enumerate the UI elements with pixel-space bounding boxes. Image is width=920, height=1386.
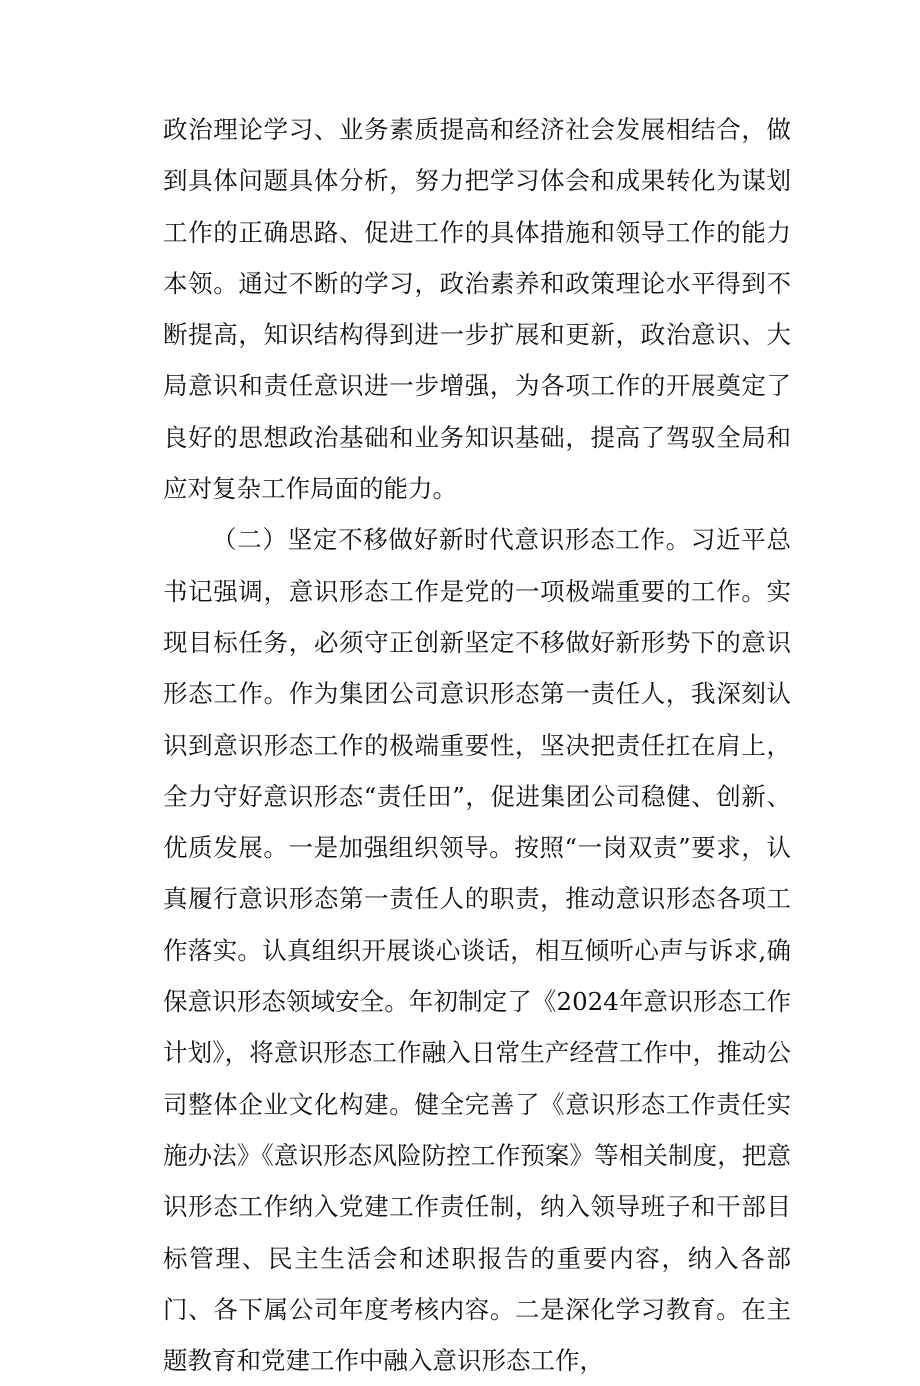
document-body (163, 104, 791, 1386)
paragraph-section-2: （二）坚定不移做好新时代意识形态工作。习近平总书记强调，意识形态工作是党的一项极端重要的工作。实现目标任务，必须守正创新坚定不移做好新形势下的意识形态工作。作为集团公司意识形态第一责任人，我深刻认识到意识形态工作的极端重要性，坚决把责任扛在肩上，全力守好意识形态“责任田”，促进集团公司稳健、创新、优质发展。一是加强组织领导。按照“一岗双责”要求，认真履行意识形态第一责任人的职责，推动意识形态各项工作落实。认真组织开展谈心谈话，相互倾听心声与诉求,确保意识形态领域安全。年初制定了《2024年意识形态工作计划》，将意识形态工作融入日常生产经营工作中，推动公司整体企业文化构建。健全完善了《意识形态工作责任实施办法》《意识形态风险防控工作预案》等相关制度，把意识形态工作纳入党建工作责任制，纳入领导班子和干部目标管理、民主生活会和述职报告的重要内容，纳入各部门、各下属公司年度考核内容。二是深化学习教育。在主题教育和党建工作中融入意识形态工作， (163, 525, 791, 1376)
paragraph-continuation: 政治理论学习、业务素质提高和经济社会发展相结合，做到具体问题具体分析，努力把学习体会和成果转化为谋划工作的正确思路、促进工作的具体措施和领导工作的能力本领。通过不断的学习，政治素养和政策理论水平得到不断提高，知识结构得到进一步扩展和更新，政治意识、大局意识和责任意识进一步增强，为各项工作的开展奠定了良好的思想政治基础和业务知识基础，提高了驾驭全局和应对复杂工作局面的能力。 (163, 115, 791, 504)
